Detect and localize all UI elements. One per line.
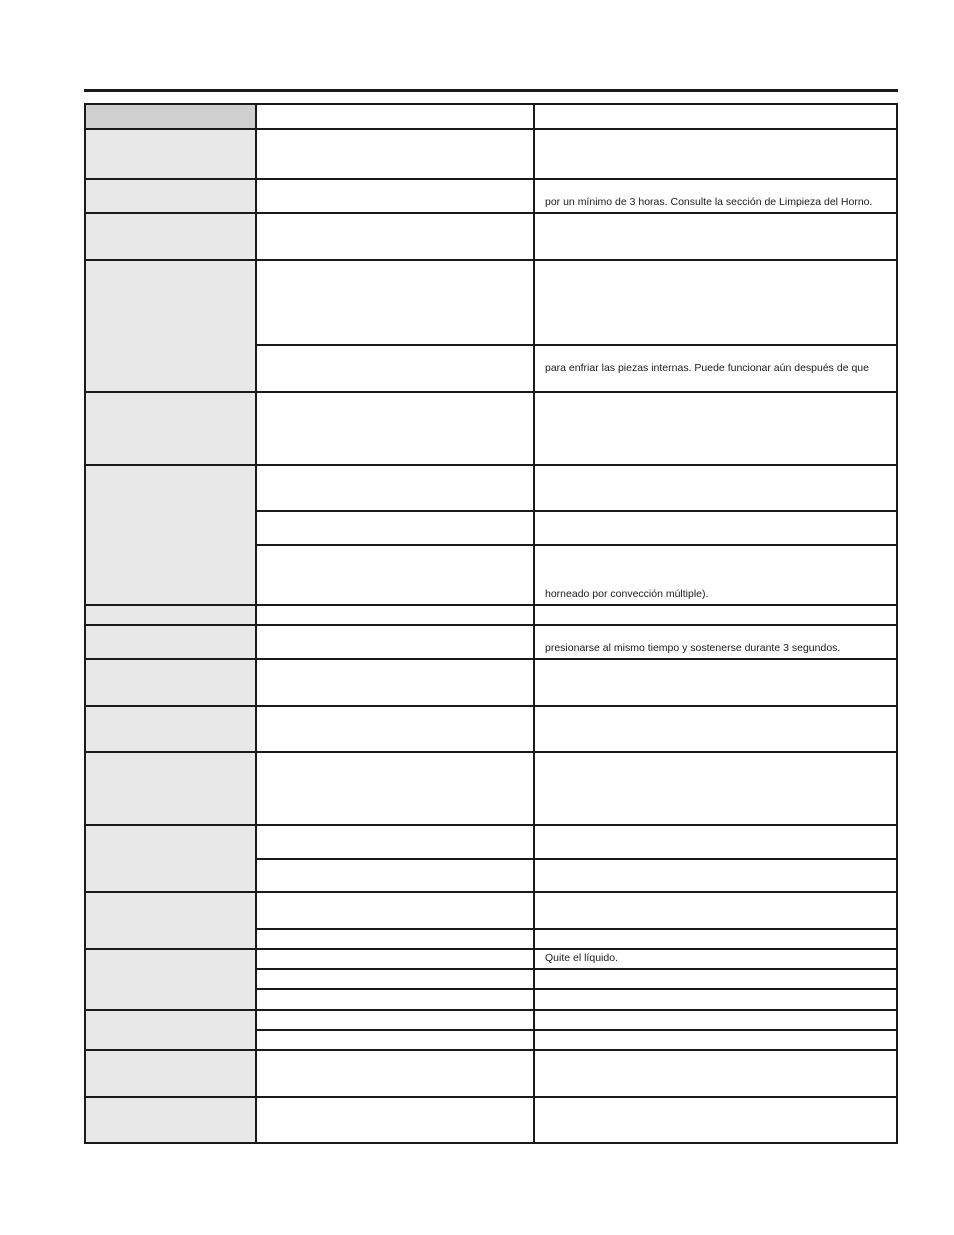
solution-text: por un mínimo de 3 horas. Consulte la sección de Limpieza del Horno. [545, 196, 873, 208]
row-divider [84, 1009, 898, 1011]
problem-cell [84, 179, 255, 213]
troubleshooting-table [84, 103, 898, 1144]
problem-cell [84, 129, 255, 179]
row-divider [84, 624, 898, 626]
subrow-divider [255, 858, 898, 860]
problem-cell [84, 892, 255, 949]
subrow-divider [255, 344, 898, 346]
solution-text: presionarse al mismo tiempo y sostenerse durante 3 segundos. [545, 642, 841, 654]
problem-cell [84, 392, 255, 465]
row-divider [84, 212, 898, 214]
solution-text: horneado por convección múltiple). [545, 588, 709, 600]
problem-cell [84, 706, 255, 752]
subrow-divider [255, 1029, 898, 1031]
problem-cell [84, 625, 255, 659]
subrow-divider [255, 928, 898, 930]
subrow-divider [255, 988, 898, 990]
table-border-bottom [84, 1142, 898, 1144]
problem-cell [84, 260, 255, 392]
problem-cell [84, 1097, 255, 1144]
problem-cell [84, 605, 255, 625]
problem-cell [84, 825, 255, 892]
row-divider [84, 259, 898, 261]
row-divider [84, 464, 898, 466]
row-divider [84, 891, 898, 893]
problem-cell [84, 659, 255, 706]
row-divider [84, 751, 898, 753]
row-divider [84, 1096, 898, 1098]
problem-cell [84, 1010, 255, 1050]
subrow-divider [255, 510, 898, 512]
problem-cell [84, 1050, 255, 1097]
row-divider [84, 391, 898, 393]
row-divider [84, 948, 898, 950]
row-divider [84, 658, 898, 660]
problem-cell [84, 752, 255, 825]
solution-text: para enfriar las piezas internas. Puede funcionar aún después de que [545, 362, 869, 374]
row-divider [84, 604, 898, 606]
header-cell-problem [84, 103, 255, 129]
problem-cell [84, 949, 255, 1010]
row-divider [84, 178, 898, 180]
solution-text: Quite el líquido. [545, 952, 618, 964]
table-border-top [84, 103, 898, 105]
subrow-divider [255, 544, 898, 546]
row-divider [84, 705, 898, 707]
problem-cell [84, 465, 255, 605]
row-divider [84, 1049, 898, 1051]
subrow-divider [255, 968, 898, 970]
row-divider [84, 824, 898, 826]
row-divider [84, 128, 898, 130]
problem-cell [84, 213, 255, 260]
header-rule [84, 89, 898, 92]
